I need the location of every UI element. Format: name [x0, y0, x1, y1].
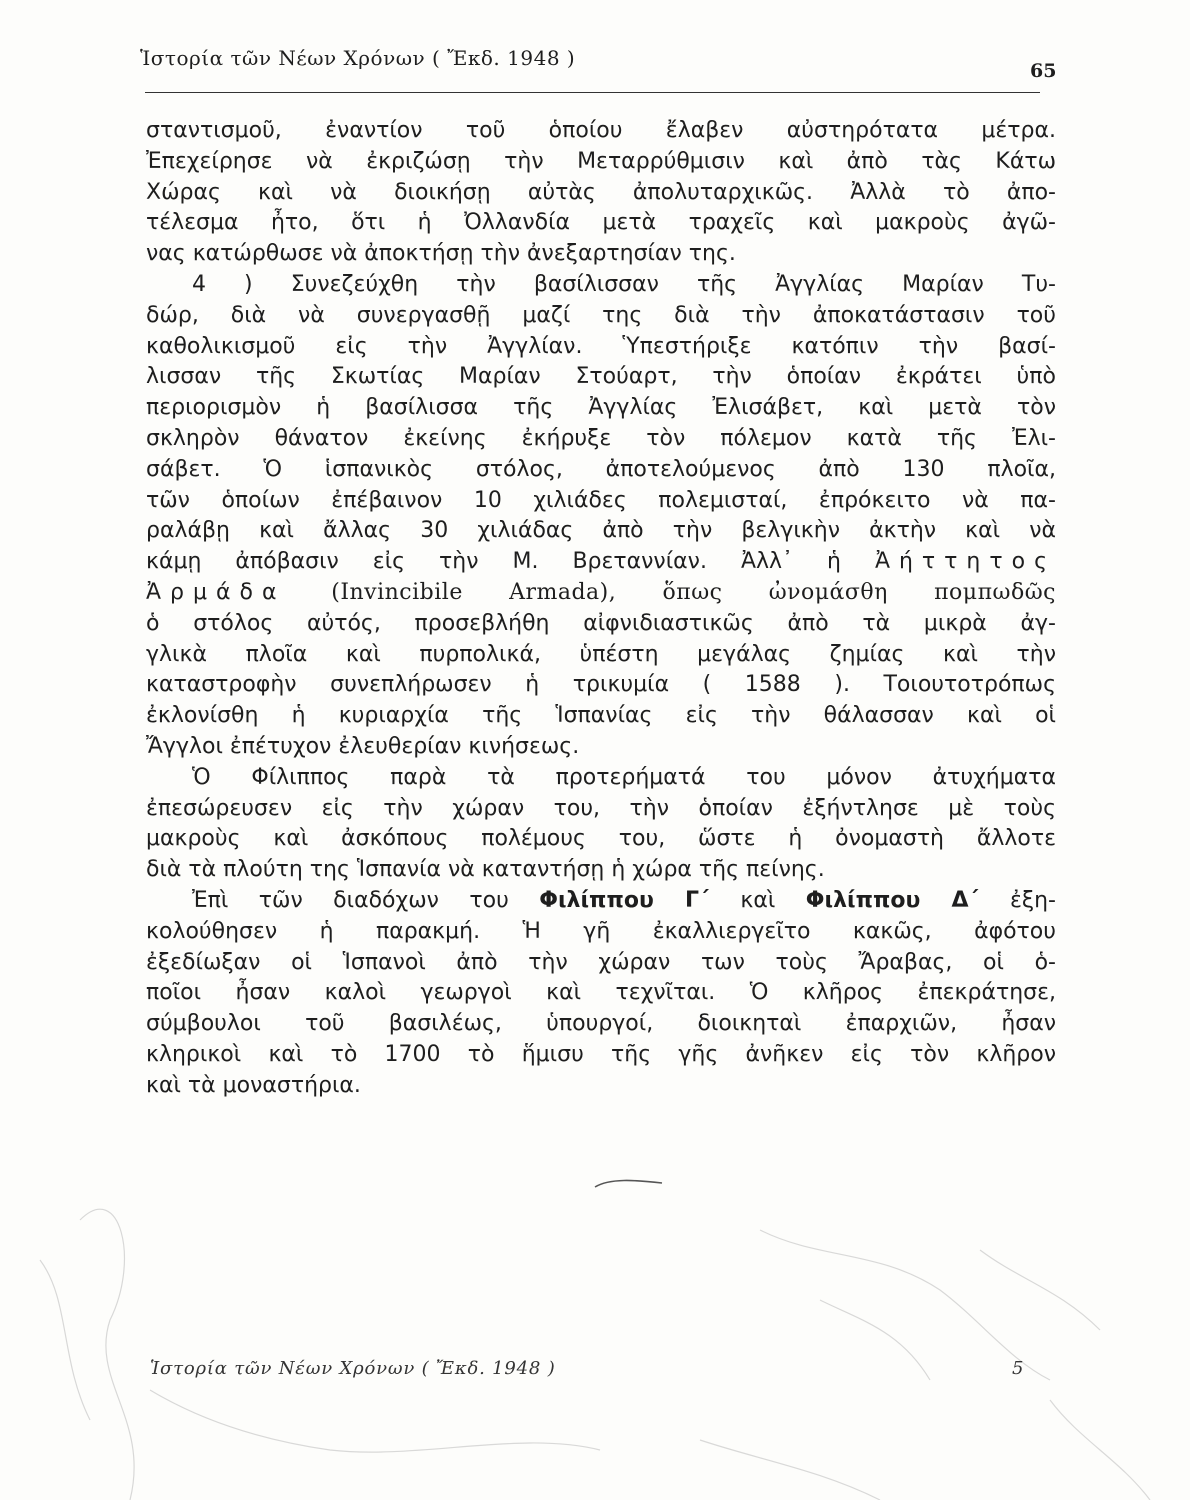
text-line: ἐξεδίωξαν οἱ Ἱσπανοὶ ἀπὸ τὴν χώραν των τοὺς Ἄραβας, οἱ ὁ- [146, 949, 1056, 975]
text-segment: Ἐπὶ τῶν διαδόχων του [192, 887, 509, 913]
text-line: Ἐπεχείρησε νὰ ἐκριζώσῃ τὴν Μεταρρύθμισιν καὶ ἀπὸ τὰς Κάτω [146, 148, 1056, 174]
page-number: 65 [1030, 60, 1057, 82]
text-line: διὰ τὰ πλούτη της Ἱσπανία νὰ καταντήσῃ ἡ χώρα τῆς πείνης. [146, 857, 825, 883]
text-line: σκληρὸν θάνατον ἐκείνης ἐκήρυξε τὸν πόλεμον κατὰ τῆς Ἐλι- [146, 425, 1056, 451]
text-line: κληρικοὶ καὶ τὸ 1700 τὸ ἥμισυ τῆς γῆς ἀνῆκεν εἰς τὸν κλῆρον [146, 1041, 1056, 1067]
pen-underline-mark [595, 1180, 662, 1187]
text-line: μακροὺς καὶ ἀσκόπους πολέμους του, ὥστε ἡ ὀνομαστὴ ἄλλοτε [146, 826, 1056, 852]
text-line: κολούθησεν ἡ παρακμή. Ἡ γῆ ἐκαλλιεργεῖτο κακῶς, ἀφότου [146, 918, 1056, 944]
body-text [146, 116, 1056, 1102]
spaced-text: Ἀήττητος [874, 549, 1056, 575]
text-line: ραλάβῃ καὶ ἄλλας 30 χιλιάδας ἀπὸ τὴν βελγικὴν ἀκτὴν καὶ νὰ [146, 518, 1056, 544]
text-line: Ὁ Φίλιππος παρὰ τὰ προτερήματά του μόνον ἀτυχήματα [192, 764, 1056, 790]
text-line: σύμβουλοι τοῦ βασιλέως, ὑπουργοί, διοικηταὶ ἐπαρχιῶν, ἦσαν [146, 1011, 1056, 1037]
text-line: Ἄγγλοι ἐπέτυχον ἐλευθερίαν κινήσεως. [146, 733, 580, 759]
text-line: σταντισμοῦ, ἐναντίον τοῦ ὁποίου ἔλαβεν αὐστηρότατα μέτρα. [146, 118, 1056, 143]
bold-name: Φιλίππου Γ´ [539, 887, 710, 913]
text-segment: ἐξη- [1009, 887, 1056, 913]
text-line: καὶ τὰ μοναστήρια. [146, 1072, 361, 1098]
header-rule [145, 92, 1040, 93]
text-line: νας κατώρθωσε νὰ ἀποκτήσῃ τὴν ἀνεξαρτησίαν της. [146, 241, 736, 267]
text-segment: κάμῃ ἀπόβασιν εἰς τὴν Μ. Βρεταννίαν. Ἀλλ᾽ ἡ [146, 549, 841, 575]
footer-title: Ἱστορία τῶν Νέων Χρόνων ( Ἔκδ. 1948 ) [150, 1358, 556, 1379]
text-line: ἐπεσώρευσεν εἰς τὴν χώραν του, τὴν ὁποίαν ἐξήντλησε μὲ τοὺς [146, 795, 1056, 821]
text-line: ἐκλονίσθη ἡ κυριαρχία τῆς Ἱσπανίας εἰς τὴν θάλασσαν καὶ οἱ [146, 703, 1056, 729]
text-line: Χώρας καὶ νὰ διοικήσῃ αὐτὰς ἀπολυταρχικῶς. Ἀλλὰ τὸ ἀπο- [146, 179, 1056, 205]
text-line: γλικὰ πλοῖα καὶ πυρπολικά, ὑπέστη μεγάλας ζημίας καὶ τὴν [146, 641, 1056, 667]
text-line: τέλεσμα ἦτο, ὅτι ἡ Ὀλλανδία μετὰ τραχεῖς καὶ μακροὺς ἀγῶ- [146, 210, 1056, 236]
spaced-text: Ἀρμάδα [146, 579, 286, 605]
bold-name: Φιλίππου Δ´ [805, 887, 980, 913]
text-line [146, 578, 1056, 609]
text-line: τῶν ὁποίων ἐπέβαινον 10 χιλιάδες πολεμισταί, ἐπρόκειτο νὰ πα- [146, 487, 1056, 513]
text-line: καταστροφὴν συνεπλήρωσεν ἡ τρικυμία ( 1588 ). Τοιουτοτρόπως [146, 672, 1056, 698]
text-line: σάβετ. Ὁ ἱσπανικὸς στόλος, ἀποτελούμενος ἀπὸ 130 πλοῖα, [146, 456, 1056, 482]
footer-page-number: 5 [1012, 1358, 1024, 1379]
text-line: καθολικισμοῦ εἰς τὴν Ἀγγλίαν. Ὑπεστήριξε κατόπιν τὴν βασί- [146, 333, 1056, 359]
text-line: λισσαν τῆς Σκωτίας Μαρίαν Στούαρτ, τὴν ὁποίαν ἐκράτει ὑπὸ [146, 364, 1056, 390]
text-line: 4 ) Συνεζεύχθη τὴν βασίλισσαν τῆς Ἀγγλίας Μαρίαν Τυ- [192, 271, 1056, 297]
text-segment: (Invincibile Armada), ὅπως ὠνομάσθη πομπωδῶς [331, 579, 1056, 605]
running-header-title: Ἱστορία τῶν Νέων Χρόνων ( Ἔκδ. 1948 ) [140, 46, 576, 70]
text-line: περιορισμὸν ἡ βασίλισσα τῆς Ἀγγλίας Ἐλισάβετ, καὶ μετὰ τὸν [146, 395, 1056, 421]
text-line [146, 886, 1056, 917]
text-line: δώρ, διὰ νὰ συνεργασθῇ μαζί της διὰ τὴν ἀποκατάστασιν τοῦ [146, 302, 1056, 328]
text-line: ποῖοι ἦσαν καλοὶ γεωργοὶ καὶ τεχνῖται. Ὁ κλῆρος ἐπεκράτησε, [146, 980, 1056, 1006]
text-line [146, 547, 1056, 578]
text-line: ὁ στόλος αὐτός, προσεβλήθη αἰφνιδιαστικῶς ἀπὸ τὰ μικρὰ ἀγ- [146, 610, 1056, 636]
text-segment: καὶ [740, 887, 776, 913]
